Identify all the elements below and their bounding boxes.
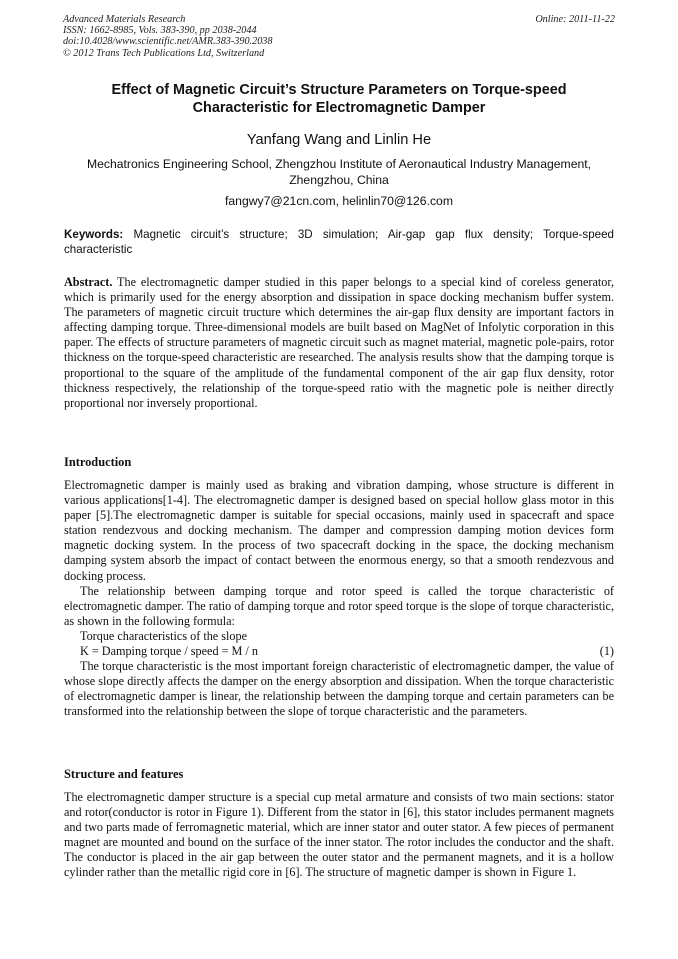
affiliation-line-2: Zhengzhou, China <box>289 173 389 187</box>
copyright-line: © 2012 Trans Tech Publications Ltd, Switzerland <box>63 47 265 59</box>
intro-paragraph-3: The torque characteristic is the most important foreign characteristic of electromagnetic damper, the value of whose slope directly affects the damper on the energy absorption and dissipation. When the torque characteristic of electromagnetic damper is linear, the relationship between the damping torque and certain parameters can be transformed into the relationship between the slope of torque characteristic and the parameters. <box>64 659 614 719</box>
keywords-label: Keywords: <box>64 228 124 241</box>
title-line-2: Characteristic for Electromagnetic Damper <box>192 100 486 116</box>
structure-heading: Structure and features <box>64 767 184 781</box>
issn-line: ISSN: 1662-8985, Vols. 383-390, pp 2038-2044 <box>63 25 257 37</box>
affiliation <box>60 156 618 188</box>
intro-paragraph-1: Electromagnetic damper is mainly used as braking and vibration damping, whose structure is different in various applications[1-4]. The electromagnetic damper is designed based on special hollow glass motor in this paper [5].The electromagnetic damper is suitable for special occasions, mainly used in spacecraft and space station rendezvous and docking mechanism. The damper and compression damping motion devices form magnetic docking system. In the process of two spacecraft docking in the space, the docking mechanism damping system absorb the impact of contact between the enormous energy, so that a smooth rendezvous and docking process. <box>64 478 614 583</box>
structure-body <box>64 790 614 881</box>
authors: Yanfang Wang and Linlin He <box>246 132 432 148</box>
paper-title <box>60 81 618 117</box>
structure-paragraph-1: The electromagnetic damper structure is a special cup metal armature and consists of two main sections: stator and rotor(conductor is rotor in Figure 1). Different from the stator in [6], this stator includes permanent magnets and two parts made of ferromagnetic material, which are inner stator and outer stator. A few pieces of permanent magnet are mounted and bound on the surface of the inner stator. The rotor includes the conductor and the shaft. The conductor is placed in the air gap between the outer stator and the permanent magnets, and it is a hollow cylinder rather than the metallic rigid core in [6]. The structure of magnetic damper is shown in Figure 1. <box>64 790 614 880</box>
journal-name: Advanced Materials Research <box>63 14 186 25</box>
introduction-heading: Introduction <box>64 455 132 469</box>
introduction-body <box>64 478 614 720</box>
publication-metadata <box>63 14 272 59</box>
formula-caption <box>64 629 614 644</box>
title-line-1: Effect of Magnetic Circuit’s Structure Parameters on Torque-speed <box>111 82 567 98</box>
keywords-text: Magnetic circuit’s structure; 3D simulation; Air-gap gap flux density; Torque-speed characteristic <box>64 228 614 256</box>
abstract-label: Abstract. <box>64 275 113 289</box>
equation-number: (1) <box>599 644 614 659</box>
doi-line: doi:10.4028/www.scientific.net/AMR.383-390.2038 <box>63 36 273 48</box>
intro-paragraph-2: The relationship between damping torque and rotor speed is called the torque characteristic of electromagnetic damper. The ratio of damping torque and rotor speed torque is the slope of torque characteristic, as shown in the following formula: <box>64 583 614 628</box>
formula-caption-text: Torque characteristics of the slope <box>80 628 247 643</box>
affiliation-line-1: Mechatronics Engineering School, Zhengzhou Institute of Aeronautical Industry Management, <box>86 157 592 171</box>
online-date: Online: 2011-11-22 <box>535 14 615 25</box>
author-emails: fangwy7@21cn.com, helinlin70@126.com <box>225 194 453 208</box>
abstract-text: The electromagnetic damper studied in this paper belongs to a special kind of coreless generator, which is primarily used for the energy absorption and dissipation in space docking mechanism buffer system. The parameters of magnetic circuit tructure which determines the air-gap flux density are important factors in affecting damping torque. Three-dimensional models are built based on MagNet of Infolytic corporation in this paper. The effects of structure parameters of magnetic circuit such as magnet material, magnetic pole-pairs, rotor thickness on the torque-speed characteristic are researched. The analysis results show that the damping torque is proportional to the square of the amplitude of the fundamental component of the air gap flux density, rotor thickness respectively, the relationship of the torque-speed ratio with the magnetic pole is neither directly proportional nor inversely proportional. <box>64 275 614 410</box>
formula-text: K = Damping torque / speed = M / n <box>80 644 258 659</box>
formula <box>64 644 614 659</box>
keywords <box>64 227 614 257</box>
abstract <box>64 275 614 411</box>
